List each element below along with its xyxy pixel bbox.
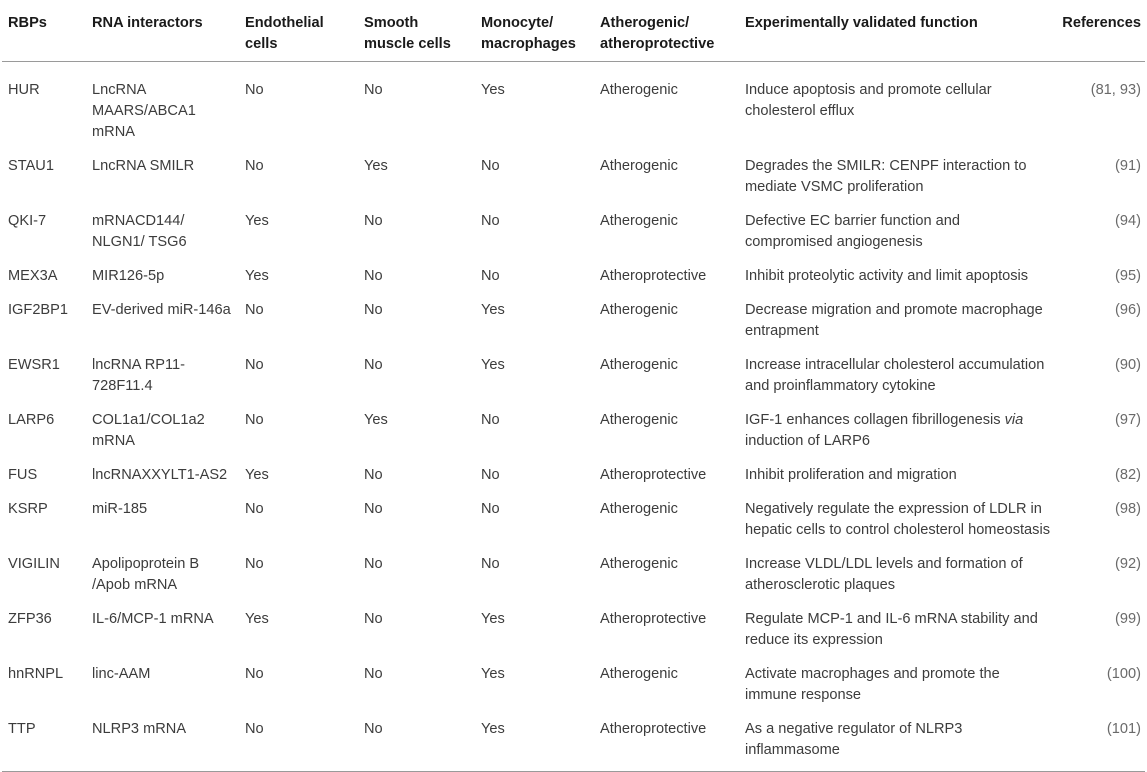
cell-athero-status: Atheroprotective xyxy=(600,610,707,627)
table-row xyxy=(2,491,1145,546)
cell-references: (91) xyxy=(1115,157,1141,174)
cell-references: (96) xyxy=(1115,301,1141,318)
cell-references: (82) xyxy=(1115,466,1141,483)
cell-references: (92) xyxy=(1115,555,1141,572)
cell-athero-status: Atheroprotective xyxy=(600,466,707,483)
cell-monocyte: Yes xyxy=(481,610,505,627)
cell-references: (94) xyxy=(1115,212,1141,229)
table-row xyxy=(2,457,1145,491)
cell-monocyte: No xyxy=(481,466,500,483)
header-monocyte-macrophages: Monocyte/ macrophages xyxy=(481,15,576,52)
cell-smooth-muscle: No xyxy=(364,665,383,682)
cell-function xyxy=(739,347,1056,402)
function-text: Defective EC barrier function and compromised angiogenesis xyxy=(745,212,960,250)
table-row xyxy=(2,61,1145,148)
cell-references: (100) xyxy=(1106,665,1141,682)
cell-monocyte: Yes xyxy=(481,665,505,682)
cell-smooth-muscle: No xyxy=(364,466,383,483)
cell-rbp: QKI-7 xyxy=(8,212,47,229)
header-rbps: RBPs xyxy=(8,15,47,31)
header-references: References xyxy=(1062,15,1141,31)
cell-athero-status: Atherogenic xyxy=(600,212,678,229)
cell-endothelial: Yes xyxy=(245,610,269,627)
cell-athero-status: Atherogenic xyxy=(600,157,678,174)
cell-function xyxy=(739,258,1056,292)
cell-athero-status: Atherogenic xyxy=(600,81,678,98)
cell-athero-status: Atheroprotective xyxy=(600,267,707,284)
cell-monocyte: No xyxy=(481,212,500,229)
cell-function xyxy=(739,457,1056,491)
cell-function xyxy=(739,546,1056,601)
function-text: Activate macrophages and promote the immune response xyxy=(745,665,1000,703)
cell-rna-interactors: Apolipoprotein B /Apob mRNA xyxy=(92,555,200,593)
cell-endothelial: Yes xyxy=(245,212,269,229)
cell-function xyxy=(739,292,1056,347)
cell-monocyte: No xyxy=(481,157,500,174)
table-row xyxy=(2,656,1145,711)
cell-rbp: VIGILIN xyxy=(8,555,60,572)
cell-rbp: STAU1 xyxy=(8,157,54,174)
cell-smooth-muscle: No xyxy=(364,555,383,572)
cell-endothelial: No xyxy=(245,720,264,737)
function-text: induction of LARP6 xyxy=(745,432,870,449)
cell-rbp: TTP xyxy=(8,720,36,737)
cell-endothelial: No xyxy=(245,665,264,682)
cell-endothelial: No xyxy=(245,356,264,373)
cell-endothelial: No xyxy=(245,157,264,174)
cell-rna-interactors: miR-185 xyxy=(92,500,148,517)
cell-function xyxy=(739,711,1056,772)
table-row xyxy=(2,292,1145,347)
cell-references: (90) xyxy=(1115,356,1141,373)
table-row xyxy=(2,546,1145,601)
cell-monocyte: No xyxy=(481,267,500,284)
table-row xyxy=(2,347,1145,402)
cell-rna-interactors: lncRNAXXYLT1-AS2 xyxy=(92,466,228,483)
cell-rna-interactors: LncRNA SMILR xyxy=(92,157,195,174)
cell-athero-status: Atheroprotective xyxy=(600,720,707,737)
function-text: Inhibit proteolytic activity and limit apoptosis xyxy=(745,267,1029,284)
cell-references: (95) xyxy=(1115,267,1141,284)
cell-athero-status: Atherogenic xyxy=(600,500,678,517)
cell-monocyte: Yes xyxy=(481,81,505,98)
function-text: Regulate MCP-1 and IL-6 mRNA stability and reduce its expression xyxy=(745,610,1038,648)
cell-monocyte: Yes xyxy=(481,356,505,373)
table-row xyxy=(2,148,1145,203)
cell-function xyxy=(739,148,1056,203)
cell-endothelial: No xyxy=(245,555,264,572)
cell-smooth-muscle: No xyxy=(364,610,383,627)
table-row xyxy=(2,402,1145,457)
cell-references: (81, 93) xyxy=(1090,81,1141,98)
cell-rbp: EWSR1 xyxy=(8,356,60,373)
function-text: Inhibit proliferation and migration xyxy=(745,466,957,483)
table-header xyxy=(2,0,1145,61)
function-text: Decrease migration and promote macrophage entrapment xyxy=(745,301,1043,339)
cell-function xyxy=(739,402,1056,457)
function-text: IGF-1 enhances collagen fibrillogenesis xyxy=(745,411,1005,428)
header-row xyxy=(2,0,1145,61)
cell-smooth-muscle: No xyxy=(364,212,383,229)
cell-rna-interactors: COL1a1/COL1a2 mRNA xyxy=(92,411,205,449)
cell-function xyxy=(739,203,1056,258)
cell-endothelial: Yes xyxy=(245,466,269,483)
cell-monocyte: No xyxy=(481,555,500,572)
cell-rna-interactors: LncRNA MAARS/ABCA1 mRNA xyxy=(92,81,196,140)
header-smooth-muscle-cells: Smooth muscle cells xyxy=(364,15,451,52)
cell-rbp: HUR xyxy=(8,81,40,98)
function-text: Increase intracellular cholesterol accumulation and proinflammatory cytokine xyxy=(745,356,1045,394)
function-text: Increase VLDL/LDL levels and formation of atherosclerotic plaques xyxy=(745,555,1023,593)
cell-athero-status: Atherogenic xyxy=(600,665,678,682)
cell-athero-status: Atherogenic xyxy=(600,356,678,373)
function-text: Induce apoptosis and promote cellular cholesterol efflux xyxy=(745,81,992,119)
function-italic-text: via xyxy=(1004,411,1024,428)
table-row xyxy=(2,711,1145,772)
cell-athero-status: Atherogenic xyxy=(600,411,678,428)
cell-smooth-muscle: Yes xyxy=(364,157,388,174)
cell-rbp: LARP6 xyxy=(8,411,55,428)
cell-references: (97) xyxy=(1115,411,1141,428)
cell-rbp: FUS xyxy=(8,466,38,483)
header-atherogenic-atheroprotective: Atherogenic/ atheroprotective xyxy=(600,15,715,52)
cell-rna-interactors: MIR126-5p xyxy=(92,267,165,284)
cell-rbp: IGF2BP1 xyxy=(8,301,69,318)
cell-rna-interactors: mRNACD144/ NLGN1/ TSG6 xyxy=(92,212,187,250)
cell-athero-status: Atherogenic xyxy=(600,301,678,318)
function-text: As a negative regulator of NLRP3 inflammasome xyxy=(745,720,963,758)
cell-monocyte: Yes xyxy=(481,720,505,737)
cell-smooth-muscle: Yes xyxy=(364,411,388,428)
cell-monocyte: No xyxy=(481,500,500,517)
table-row xyxy=(2,601,1145,656)
cell-references: (101) xyxy=(1106,720,1141,737)
cell-references: (98) xyxy=(1115,500,1141,517)
cell-monocyte: Yes xyxy=(481,301,505,318)
cell-rna-interactors: EV-derived miR-146a xyxy=(92,301,231,318)
table-row xyxy=(2,203,1145,258)
header-endothelial-cells: Endothelial cells xyxy=(245,15,324,52)
cell-endothelial: No xyxy=(245,301,264,318)
cell-rbp: KSRP xyxy=(8,500,48,517)
cell-function xyxy=(739,491,1056,546)
cell-monocyte: No xyxy=(481,411,500,428)
cell-smooth-muscle: No xyxy=(364,301,383,318)
cell-rbp: hnRNPL xyxy=(8,665,64,682)
cell-smooth-muscle: No xyxy=(364,356,383,373)
function-text: Degrades the SMILR: CENPF interaction to mediate VSMC proliferation xyxy=(745,157,1027,195)
cell-smooth-muscle: No xyxy=(364,267,383,284)
cell-rna-interactors: lncRNA RP11-728F11.4 xyxy=(92,356,185,394)
cell-endothelial: No xyxy=(245,81,264,98)
cell-endothelial: Yes xyxy=(245,267,269,284)
cell-athero-status: Atherogenic xyxy=(600,555,678,572)
table-body xyxy=(2,61,1145,771)
header-rna-interactors: RNA interactors xyxy=(92,15,203,31)
cell-endothelial: No xyxy=(245,500,264,517)
cell-rna-interactors: NLRP3 mRNA xyxy=(92,720,187,737)
table-row xyxy=(2,258,1145,292)
cell-rna-interactors: linc-AAM xyxy=(92,665,151,682)
cell-function xyxy=(739,656,1056,711)
function-text: Negatively regulate the expression of LDLR in hepatic cells to control cholesterol homeostasis xyxy=(745,500,1051,538)
cell-smooth-muscle: No xyxy=(364,720,383,737)
cell-endothelial: No xyxy=(245,411,264,428)
cell-function xyxy=(739,601,1056,656)
cell-smooth-muscle: No xyxy=(364,500,383,517)
cell-rbp: ZFP36 xyxy=(8,610,52,627)
cell-rbp: MEX3A xyxy=(8,267,58,284)
header-validated-function: Experimentally validated function xyxy=(745,15,978,31)
cell-rna-interactors: IL-6/MCP-1 mRNA xyxy=(92,610,214,627)
cell-function xyxy=(739,61,1056,148)
cell-references: (99) xyxy=(1115,610,1141,627)
cell-smooth-muscle: No xyxy=(364,81,383,98)
rbp-table xyxy=(2,0,1145,772)
